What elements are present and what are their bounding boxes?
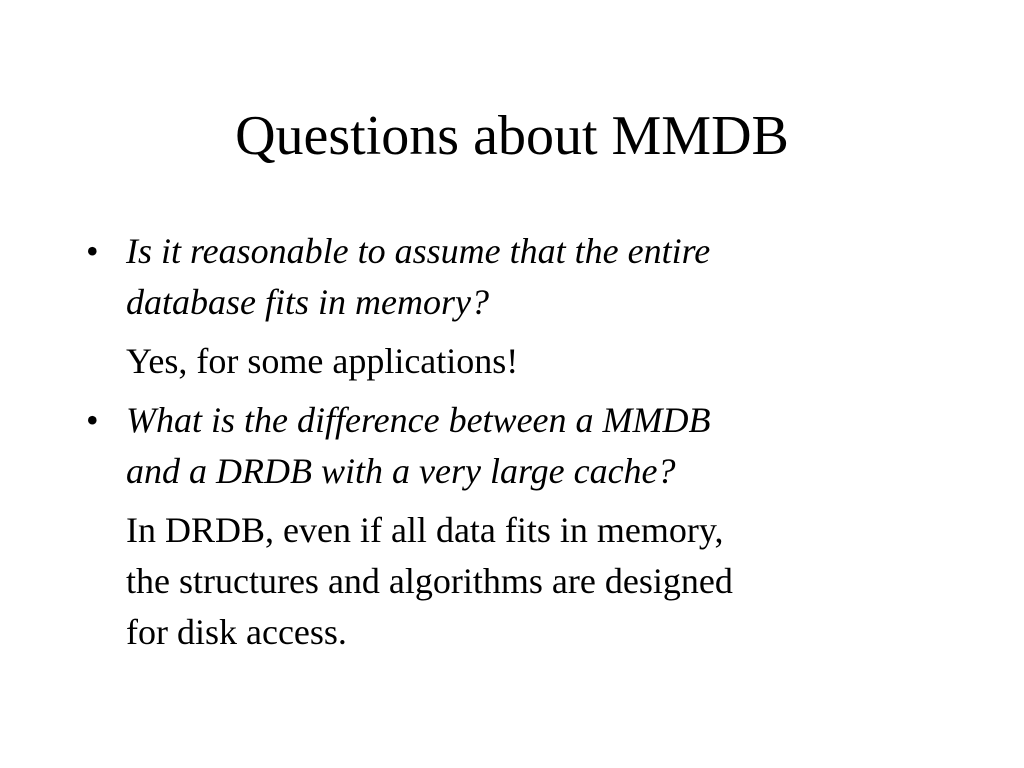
- slide-title: Questions about MMDB: [235, 105, 789, 167]
- question-line: database fits in memory?: [126, 282, 489, 322]
- answer-line: Yes, for some applications!: [126, 341, 519, 381]
- bullet-item: [86, 395, 926, 497]
- answer-line: the structures and algorithms are designed: [126, 561, 733, 601]
- answer-text: [86, 336, 926, 387]
- bullet-icon: •: [86, 400, 99, 440]
- answer-line: In DRDB, even if all data fits in memory,: [126, 510, 724, 550]
- answer-text: [86, 505, 926, 658]
- question-line: and a DRDB with a very large cache?: [126, 451, 676, 491]
- question-line: What is the difference between a MMDB: [126, 400, 711, 440]
- question-line: Is it reasonable to assume that the entire: [126, 231, 711, 271]
- question-text: [126, 395, 926, 497]
- bullet-icon: •: [86, 231, 99, 271]
- bullet-item: [86, 226, 926, 328]
- answer-line: for disk access.: [126, 612, 347, 652]
- slide-content: [86, 226, 926, 658]
- question-text: [126, 226, 926, 328]
